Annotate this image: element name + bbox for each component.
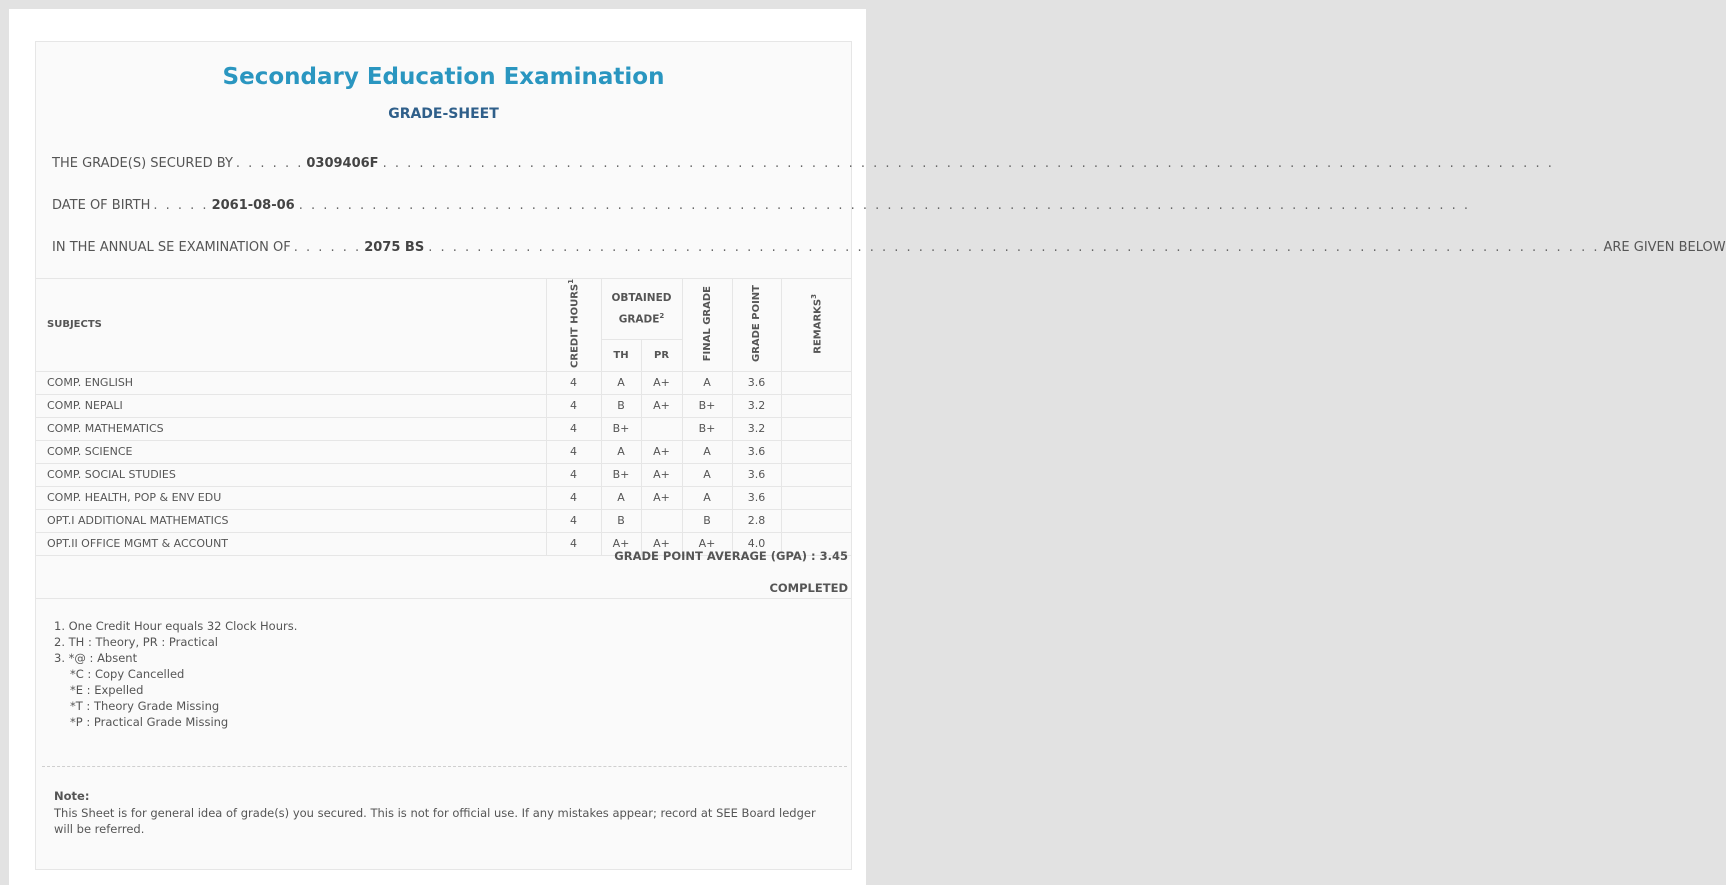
- practical-grade-cell: A+: [641, 532, 682, 555]
- subject-cell: COMP. MATHEMATICS: [36, 417, 546, 440]
- table-row: [36, 486, 851, 509]
- exam-line: [52, 240, 1726, 260]
- dot-leader: . . . . . . . . . . . . . . . . . . . . . . . . . . . . . . . . . . . . . . . . . . . . . . . . . . . . . . . . . . . . . . . . . . . . . . . . . . . . . . . . . . . . . . . . . . . . . . . .: [382, 156, 1554, 171]
- grade-sheet: [35, 41, 1726, 870]
- theory-grade-cell: B+: [601, 417, 641, 440]
- exam-tail: ARE GIVEN BELOW: [1603, 240, 1726, 255]
- credit-hours-header: CREDIT HOURS$^1$: [546, 279, 601, 372]
- grade-point-cell: 4.0: [732, 532, 781, 555]
- credit-hours-cell: 4: [546, 394, 601, 417]
- table-row: [36, 463, 851, 486]
- footnote: *T : Theory Grade Missing: [70, 699, 220, 713]
- practical-grade-cell: [641, 417, 682, 440]
- grade-point-cell: 3.2: [732, 394, 781, 417]
- final-grade-cell: B+: [682, 394, 732, 417]
- table-row: [36, 509, 851, 532]
- dot-leader: . . . . . .: [293, 240, 362, 255]
- secured-by-label: THE GRADE(S) SECURED BY: [52, 156, 233, 171]
- obtained-grade-header: OBTAINED GRADE$^2$: [601, 279, 682, 340]
- theory-grade-cell: A+: [601, 532, 641, 555]
- table-row: [36, 371, 851, 394]
- remarks-cell: [781, 463, 851, 486]
- exam-label: IN THE ANNUAL SE EXAMINATION OF: [52, 240, 291, 255]
- credit-hours-cell: 4: [546, 463, 601, 486]
- symbol-number: 0309406F: [306, 156, 379, 171]
- result-status: COMPLETED: [769, 581, 848, 595]
- subject-cell: COMP. ENGLISH: [36, 371, 546, 394]
- dashed-divider: [42, 766, 847, 767]
- practical-grade-cell: A+: [641, 486, 682, 509]
- date-of-birth: 2061-08-06: [211, 198, 295, 213]
- pr-header: PR: [641, 340, 682, 372]
- final-grade-cell: A: [682, 463, 732, 486]
- table-row: [36, 394, 851, 417]
- grade-point-cell: 3.6: [732, 371, 781, 394]
- table-row: [36, 417, 851, 440]
- subject-cell: COMP. SCIENCE: [36, 440, 546, 463]
- practical-grade-cell: A+: [641, 371, 682, 394]
- grade-point-cell: 3.6: [732, 440, 781, 463]
- remarks-cell: [781, 371, 851, 394]
- theory-grade-cell: B: [601, 509, 641, 532]
- footnote: 2. TH : Theory, PR : Practical: [54, 635, 218, 649]
- gpa-summary: GRADE POINT AVERAGE (GPA) : 3.45: [614, 549, 848, 563]
- grades-table: [36, 278, 851, 556]
- remarks-header: REMARKS$^3$: [781, 279, 851, 372]
- theory-grade-cell: A: [601, 440, 641, 463]
- final-grade-cell: B+: [682, 417, 732, 440]
- grade-point-header: GRADE POINT: [732, 279, 781, 372]
- credit-hours-cell: 4: [546, 440, 601, 463]
- subject-cell: OPT.II OFFICE MGMT & ACCOUNT: [36, 532, 546, 555]
- footnote: 3. *@ : Absent: [54, 651, 138, 665]
- footnote: *E : Expelled: [70, 683, 144, 697]
- final-grade-cell: B: [682, 509, 732, 532]
- theory-grade-cell: B: [601, 394, 641, 417]
- table-row: [36, 440, 851, 463]
- grade-point-cell: 2.8: [732, 509, 781, 532]
- practical-grade-cell: A+: [641, 440, 682, 463]
- credit-hours-cell: 4: [546, 532, 601, 555]
- dot-leader: . . . . . . . . . . . . . . . . . . . . . . . . . . . . . . . . . . . . . . . . . . . . . . . . . . . . . . . . . . . . . . . . . . . . . . . . . . . . . . . . . . . . . . . . . . . . . . . .: [298, 198, 1470, 213]
- credit-hours-cell: 4: [546, 371, 601, 394]
- remarks-cell: [781, 394, 851, 417]
- theory-grade-cell: B+: [601, 463, 641, 486]
- remarks-cell: [781, 417, 851, 440]
- grade-point-cell: 3.6: [732, 486, 781, 509]
- grade-sheet-heading: GRADE-SHEET: [388, 106, 499, 122]
- subject-cell: OPT.I ADDITIONAL MATHEMATICS: [36, 509, 546, 532]
- footnotes: [54, 618, 297, 730]
- practical-grade-cell: A+: [641, 463, 682, 486]
- credit-hours-cell: 4: [546, 417, 601, 440]
- grade-point-cell: 3.2: [732, 417, 781, 440]
- subjects-header: SUBJECTS: [36, 279, 546, 372]
- practical-grade-cell: A+: [641, 394, 682, 417]
- credit-hours-cell: 4: [546, 486, 601, 509]
- theory-grade-cell: A: [601, 486, 641, 509]
- final-grade-cell: A+: [682, 532, 732, 555]
- dot-leader: . . . . .: [153, 198, 209, 213]
- subject-cell: COMP. HEALTH, POP & ENV EDU: [36, 486, 546, 509]
- theory-grade-cell: A: [601, 371, 641, 394]
- final-grade-header: FINAL GRADE: [682, 279, 732, 372]
- footnote: 1. One Credit Hour equals 32 Clock Hours.: [54, 619, 298, 633]
- remarks-cell: [781, 509, 851, 532]
- final-grade-cell: A: [682, 371, 732, 394]
- page-container: [9, 9, 1726, 885]
- th-header: TH: [601, 340, 641, 372]
- final-grade-cell: A: [682, 486, 732, 509]
- footnote: *P : Practical Grade Missing: [70, 715, 229, 729]
- practical-grade-cell: [641, 509, 682, 532]
- dob-label: DATE OF BIRTH: [52, 198, 151, 213]
- exam-title: Secondary Education Examination: [222, 64, 665, 90]
- subject-cell: COMP. SOCIAL STUDIES: [36, 463, 546, 486]
- subject-cell: COMP. NEPALI: [36, 394, 546, 417]
- grade-point-cell: 3.6: [732, 463, 781, 486]
- secured-by-line: [52, 156, 1554, 176]
- exam-year: 2075 BS: [364, 240, 425, 255]
- final-grade-cell: A: [682, 440, 732, 463]
- credit-hours-cell: 4: [546, 509, 601, 532]
- dot-leader: . . . . . . . . . . . . . . . . . . . . . . . . . . . . . . . . . . . . . . . . . . . . . . . . . . . . . . . . . . . . . . . . . . . . . . . . . . . . . . . . . . . . . . . . . . . . . . . .: [428, 240, 1600, 255]
- note-title: Note:: [54, 789, 90, 803]
- dob-line: [52, 198, 1470, 218]
- remarks-cell: [781, 486, 851, 509]
- dot-leader: . . . . . .: [235, 156, 304, 171]
- divider: [36, 598, 851, 599]
- remarks-cell: [781, 440, 851, 463]
- footnote: *C : Copy Cancelled: [70, 667, 185, 681]
- note-text: This Sheet is for general idea of grade(s) you secured. This is not for official use. If any mistakes appear; record at SEE Board ledger will be referred.: [54, 806, 816, 836]
